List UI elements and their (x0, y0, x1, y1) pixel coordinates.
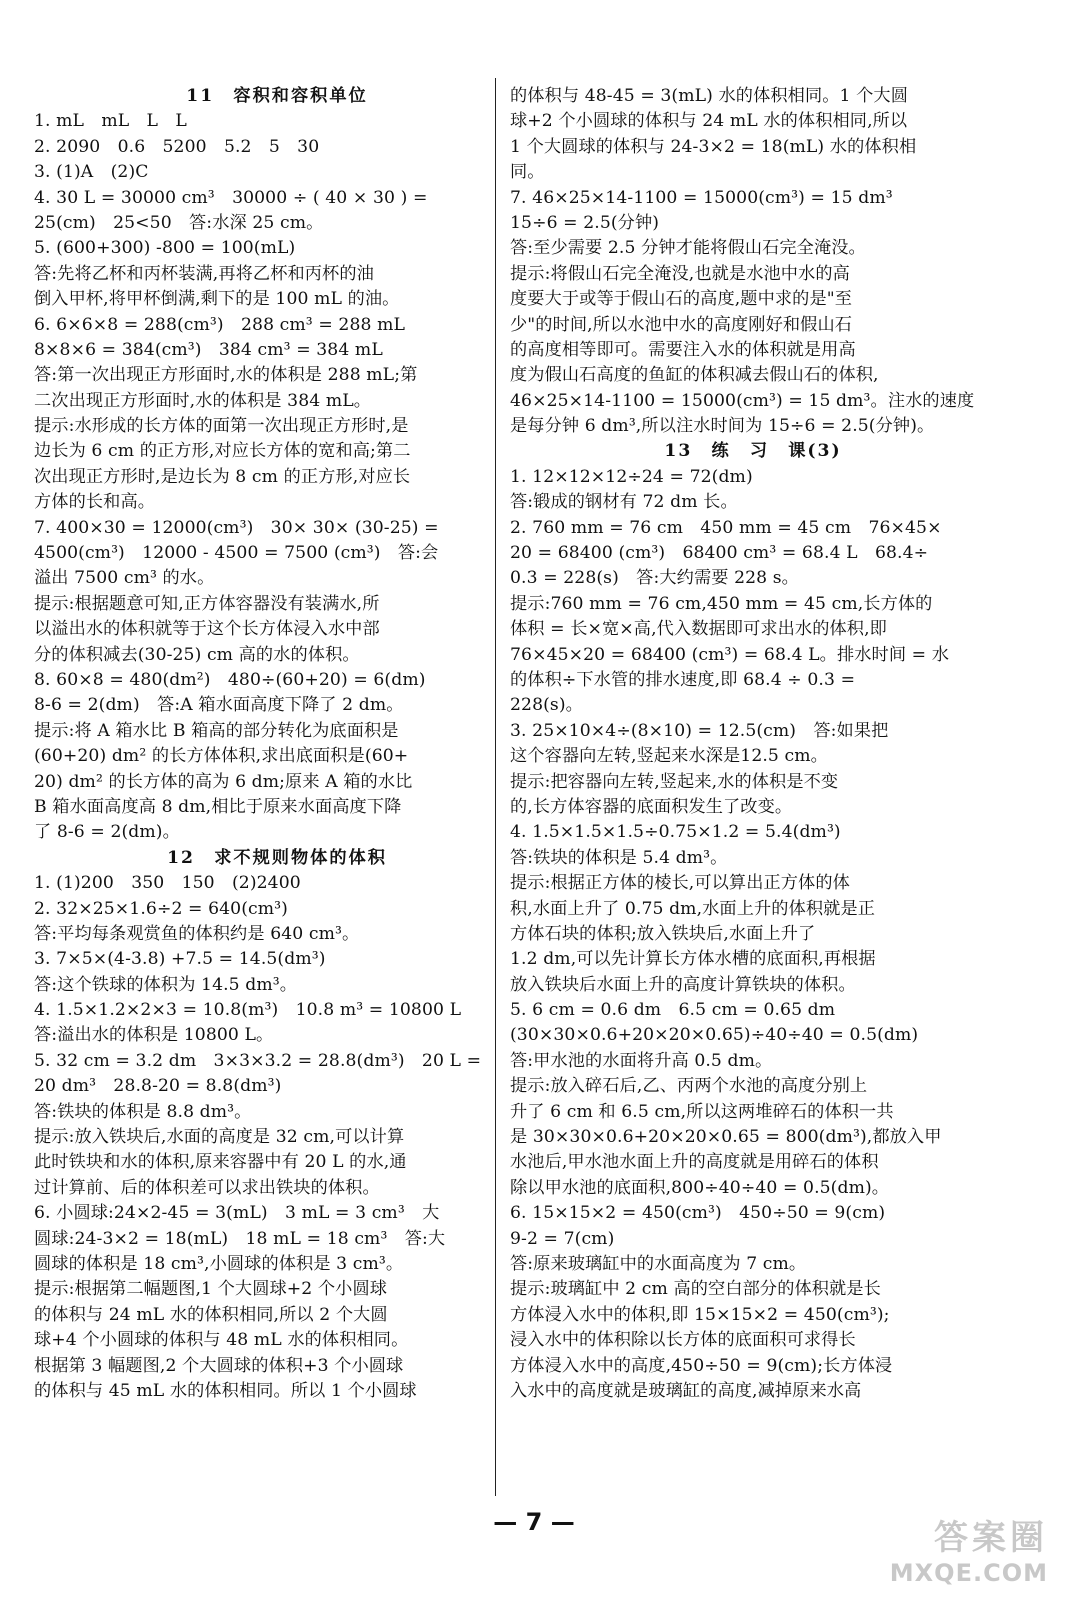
answer-line: 5. 32 cm = 3.2 dm 3×3×3.2 = 28.8(dm³) 20 L = (34, 1050, 482, 1071)
hint-line: 入水中的高度就是玻璃缸的高度,减掉原来水高 (510, 1380, 862, 1401)
answer-line: 4. 1.5×1.2×2×3 = 10.8(m³) 10.8 m³ = 10800 L (34, 1000, 462, 1021)
hint-line: 体积 = 长×宽×高,代入数据即可求出水的体积,即 (510, 619, 887, 640)
hint-line: 是 30×30×0.6+20×20×0.65 = 800(dm³),都放入甲 (510, 1127, 942, 1148)
answer-line: 答:原来玻璃缸中的水面高度为 7 cm。 (510, 1253, 807, 1274)
section-title: 13 练 习 课(3) (664, 441, 842, 462)
hint-line: 分的体积减去(30-25) cm 高的水的体积。 (34, 644, 360, 665)
answer-line: 答:锻成的钢材有 72 dm 长。 (510, 492, 738, 513)
hint-line: 是每分钟 6 dm³,所以注水时间为 15÷6 = 2.5(分钟)。 (510, 416, 935, 437)
answer-line: 8. 60×8 = 480(dm²) 480÷(60+20) = 6(dm) (34, 669, 426, 690)
answer-line: 15÷6 = 2.5(分钟) (510, 212, 660, 233)
answer-line: 4. 1.5×1.5×1.5÷0.75×1.2 = 5.4(dm³) (510, 822, 841, 843)
hint-line: 的,长方体容器的底面积发生了改变。 (510, 796, 793, 817)
answer-line: 2. 760 mm = 76 cm 450 mm = 45 cm 76×45× (510, 517, 942, 538)
hint-line: 提示:根据题意可知,正方体容器没有装满水,所 (34, 593, 380, 614)
hint-line: 积,水面上升了 0.75 dm,水面上升的体积就是正 (510, 898, 876, 919)
hint-line: 提示:将假山石完全淹没,也就是水池中水的高 (510, 263, 850, 284)
hint-line: 方体的长和高。 (34, 492, 156, 513)
answer-line: 答:第一次出现正方形面时,水的体积是 288 mL;第 (34, 365, 418, 386)
hint-line: (60+20) dm² 的长方体体积,求出底面积是(60+ (34, 746, 409, 767)
answer-line: 圆球的体积是 18 cm³,小圆球的体积是 3 cm³。 (34, 1253, 404, 1274)
answer-line: 8×8×6 = 384(cm³) 384 cm³ = 384 mL (34, 339, 383, 360)
answer-line: 7. 400×30 = 12000(cm³) 30× 30× (30-25) = (34, 517, 439, 538)
hint-line: 20) dm² 的长方体的高为 6 dm;原来 A 箱的水比 (34, 771, 413, 792)
hint-line: 过计算前、后的体积差可以求出铁块的体积。 (34, 1177, 380, 1198)
watermark-mark: 答案圈 (934, 1518, 1048, 1558)
answer-line: 5. 6 cm = 0.6 dm 6.5 cm = 0.65 dm (510, 1000, 836, 1021)
left-column (34, 84, 520, 1404)
answer-line: 3. 7×5×(4-3.8) +7.5 = 14.5(dm³) (34, 949, 326, 970)
answer-line: 答:这个铁球的体积为 14.5 dm³。 (34, 974, 298, 995)
answer-line: 答:甲水池的水面将升高 0.5 dm。 (510, 1050, 773, 1071)
answer-line: 3. (1)A (2)C (34, 162, 149, 183)
hint-line: 的体积与 48-45 = 3(mL) 水的体积相同。1 个大圆 (510, 86, 908, 106)
answer-line: 二次出现正方形面时,水的体积是 384 mL。 (34, 390, 372, 411)
answer-line: 20 dm³ 28.8-20 = 8.8(dm³) (34, 1076, 282, 1097)
hint-line: 1 个大圆球的体积与 24-3×2 = 18(mL) 水的体积相 (510, 136, 917, 157)
hint-line: 球+4 个小圆球的体积与 48 mL 水的体积相同。 (34, 1330, 409, 1351)
hint-line: 提示:根据第二幅题图,1 个大圆球+2 个小圆球 (34, 1279, 388, 1300)
hint-line: 以溢出水的体积就等于这个长方体浸入水中部 (34, 619, 380, 640)
answer-line: 答:先将乙杯和丙杯装满,再将乙杯和丙杯的油 (34, 263, 374, 284)
hint-line: 提示:根据正方体的棱长,可以算出正方体的体 (510, 873, 850, 894)
answer-line: 1. (1)200 350 150 (2)2400 (34, 873, 301, 894)
answer-line: 6. 小圆球:24×2-45 = 3(mL) 3 mL = 3 cm³ 大 (34, 1203, 440, 1224)
hint-line: 边长为 6 cm 的正方形,对应长方体的宽和高;第二 (34, 441, 411, 462)
hint-line: 浸入水中的体积除以长方体的底面积可求得长 (510, 1330, 856, 1351)
hint-line: 次出现正方形时,是边长为 8 cm 的正方形,对应长 (34, 466, 411, 487)
answer-line: 8-6 = 2(dm) 答:A 箱水面高度下降了 2 dm。 (34, 695, 404, 716)
hint-line: 228(s)。 (510, 695, 583, 716)
hint-line: 水池后,甲水池水面上升的高度就是用碎石的体积 (510, 1152, 879, 1173)
hint-line: 的体积与 24 mL 水的体积相同,所以 2 个大圆 (34, 1304, 388, 1325)
answer-line: 圆球:24-3×2 = 18(mL) 18 mL = 18 cm³ 答:大 (34, 1228, 446, 1249)
answer-line: 25(cm) 25<50 答:水深 25 cm。 (34, 212, 324, 233)
watermark-logo (888, 1510, 1048, 1590)
hint-line: 少"的时间,所以水池中水的高度刚好和假山石 (510, 314, 853, 335)
answer-line: 4500(cm³) 12000 - 4500 = 7500 (cm³) 答:会 (34, 543, 439, 564)
watermark-text: MXQE.COM (889, 1559, 1048, 1587)
answer-line: 2. 32×25×1.6÷2 = 640(cm³) (34, 898, 288, 919)
hint-line: 球+2 个小圆球的体积与 24 mL 水的体积相同,所以 (510, 111, 908, 132)
hint-line: 了 8-6 = 2(dm)。 (34, 822, 180, 843)
answer-line: 4. 30 L = 30000 cm³ 30000 ÷ ( 40 × 30 ) = (34, 187, 428, 208)
hint-line: 的体积与 45 mL 水的体积相同。所以 1 个小圆球 (34, 1380, 417, 1401)
hint-line: 根据第 3 幅题图,2 个大圆球的体积+3 个小圆球 (34, 1355, 404, 1376)
hint-line: 的体积÷下水管的排水速度,即 68.4 ÷ 0.3 = (510, 669, 856, 690)
hint-line: 方体石块的体积;放入铁块后,水面上升了 (510, 923, 816, 944)
answer-line: 0.3 = 228(s) 答:大约需要 228 s。 (510, 568, 799, 589)
hint-line: 提示:放入碎石后,乙、丙两个水池的高度分别上 (510, 1076, 868, 1097)
hint-line: 方体浸入水中的体积,即 15×15×2 = 450(cm³); (510, 1304, 890, 1325)
answer-line: (30×30×0.6+20×20×0.65)÷40÷40 = 0.5(dm) (510, 1025, 919, 1046)
answer-line: 倒入甲杯,将甲杯倒满,剩下的是 100 mL 的油。 (34, 289, 400, 310)
hint-line: 46×25×14-1100 = 15000(cm³) = 15 dm³。注水的速度 (510, 390, 975, 411)
hint-line: 度要大于或等于假山石的高度,题中求的是"至 (510, 289, 853, 310)
hint-line: 除以甲水池的底面积,800÷40÷40 = 0.5(dm)。 (510, 1177, 890, 1198)
answer-line: 9-2 = 7(cm) (510, 1228, 615, 1249)
hint-line: 提示:放入铁块后,水面的高度是 32 cm,可以计算 (34, 1127, 405, 1148)
hint-line: 方体浸入水中的高度,450÷50 = 9(cm);长方体浸 (510, 1355, 893, 1376)
hint-line: B 箱水面高度高 8 dm,相比于原来水面高度下降 (34, 796, 402, 817)
answer-line: 答:至少需要 2.5 分钟才能将假山石完全淹没。 (510, 238, 866, 259)
answer-line: 5. (600+300) -800 = 100(mL) (34, 238, 296, 259)
hint-line: 同。 (510, 162, 545, 183)
answer-line: 答:平均每条观赏鱼的体积约是 640 cm³。 (34, 923, 360, 944)
section-title: 12 求不规则物体的体积 (167, 847, 387, 868)
column-divider (495, 78, 496, 1496)
hint-line: 提示:水形成的长方体的面第一次出现正方形时,是 (34, 416, 409, 437)
hint-line: 升了 6 cm 和 6.5 cm,所以这两堆碎石的体积一共 (510, 1101, 894, 1122)
hint-line: 度为假山石高度的鱼缸的体积减去假山石的体积, (510, 365, 879, 386)
answer-line: 1. 12×12×12÷24 = 72(dm) (510, 466, 753, 487)
hint-line: 提示:将 A 箱水比 B 箱高的部分转化为底面积是 (34, 720, 399, 741)
hint-line: 放入铁块后水面上升的高度计算铁块的体积。 (510, 974, 856, 995)
section-title: 11 容积和容积单位 (186, 86, 368, 106)
page-number: — 7 — (493, 1508, 575, 1536)
answer-line: 3. 25×10×4÷(8×10) = 12.5(cm) 答:如果把 (510, 720, 889, 741)
answer-line: 7. 46×25×14-1100 = 15000(cm³) = 15 dm³ (510, 187, 893, 208)
hint-line: 1.2 dm,可以先计算长方体水槽的底面积,再根据 (510, 949, 876, 970)
answer-line: 1. mL mL L L (34, 111, 187, 132)
answer-line: 2. 2090 0.6 5200 5.2 5 30 (34, 136, 320, 157)
hint-line: 的高度相等即可。需要注入水的体积就是用高 (510, 339, 856, 360)
right-column (510, 84, 996, 1404)
answer-line: 答:溢出水的体积是 10800 L。 (34, 1025, 274, 1046)
hint-line: 此时铁块和水的体积,原来容器中有 20 L 的水,通 (34, 1152, 407, 1173)
hint-line: 提示:玻璃缸中 2 cm 高的空白部分的体积就是长 (510, 1279, 881, 1300)
answer-line: 6. 6×6×8 = 288(cm³) 288 cm³ = 288 mL (34, 314, 406, 335)
answer-line: 20 = 68400 (cm³) 68400 cm³ = 68.4 L 68.4÷ (510, 543, 929, 564)
hint-line: 提示:760 mm = 76 cm,450 mm = 45 cm,长方体的 (510, 593, 933, 614)
answer-line: 溢出 7500 cm³ 的水。 (34, 568, 215, 589)
hint-line: 提示:把容器向左转,竖起来,水的体积是不变 (510, 771, 839, 792)
hint-line: 76×45×20 = 68400 (cm³) = 68.4 L。排水时间 = 水 (510, 644, 950, 665)
answer-line: 答:铁块的体积是 5.4 dm³。 (510, 847, 728, 868)
answer-line: 6. 15×15×2 = 450(cm³) 450÷50 = 9(cm) (510, 1203, 886, 1224)
answer-line: 答:铁块的体积是 8.8 dm³。 (34, 1101, 252, 1122)
answer-line: 这个容器向左转,竖起来水深是12.5 cm。 (510, 746, 828, 767)
